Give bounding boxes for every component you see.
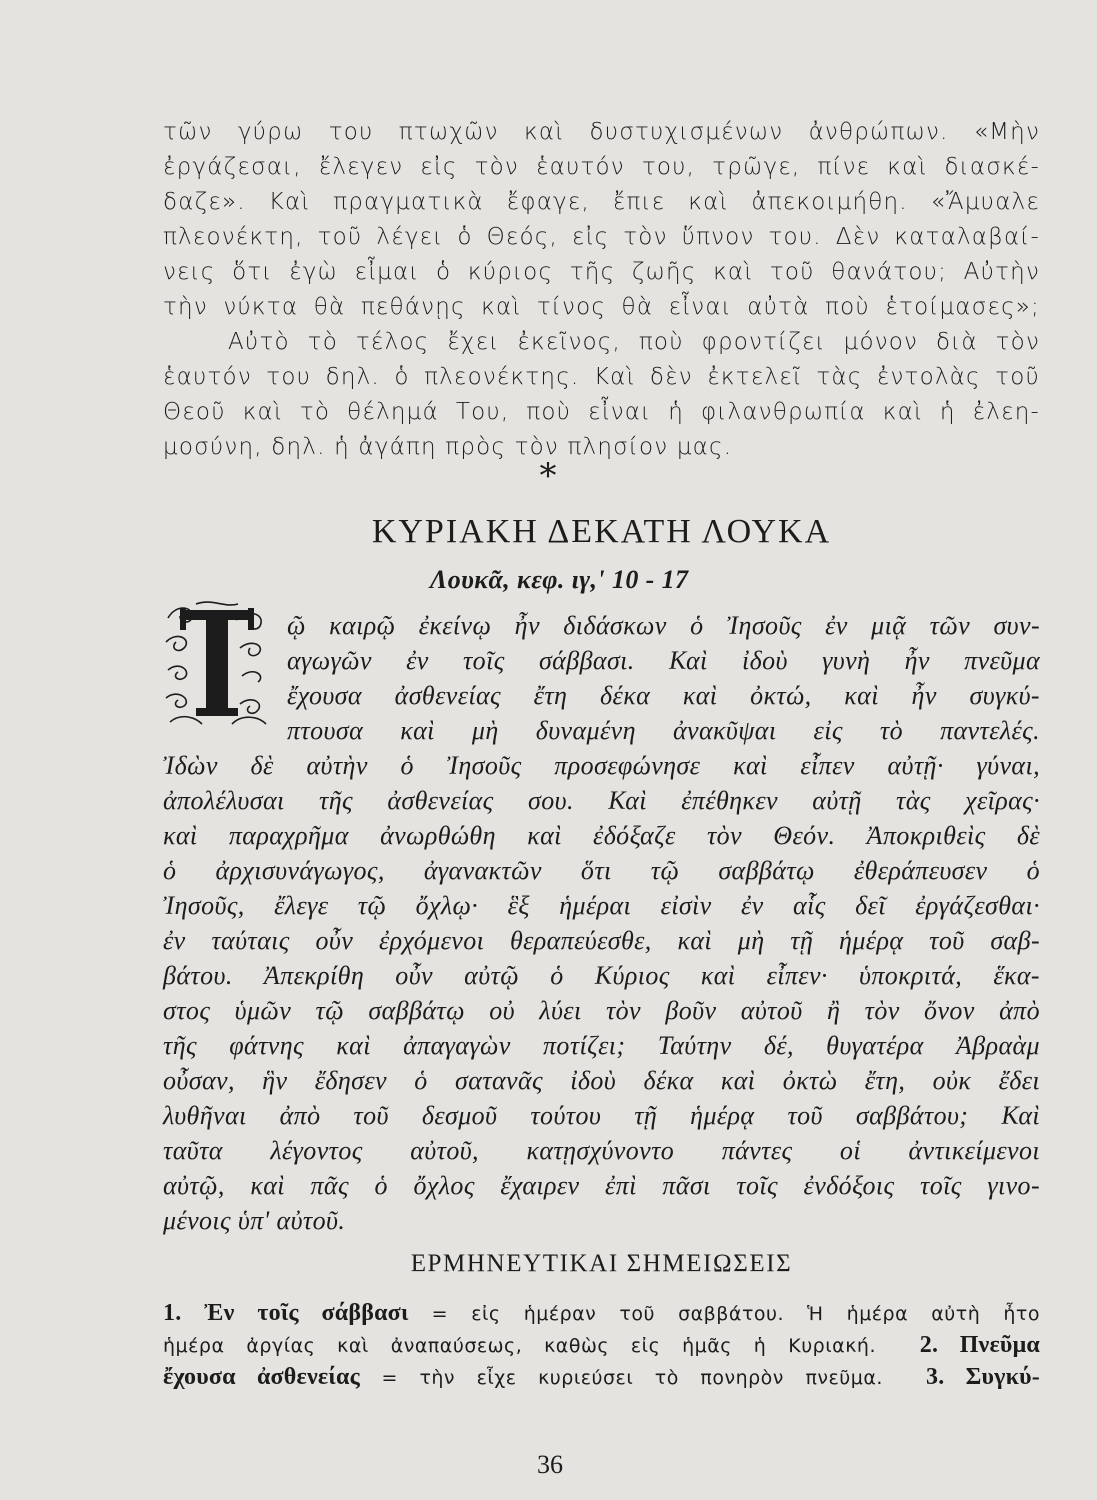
note-term: ἔχουσα ἀσθενείας (163, 1364, 360, 1390)
text-line: ἑαυτόν του δηλ. ὁ πλεονέκτης. Καὶ δὲν ἐκτελεῖ τὰς ἐντολὰς τοῦ (163, 364, 1040, 390)
gospel-line: καὶ παραχρῆμα ἀνωρθώθη καὶ ἐδόξαζε τὸν Θεόν. Ἀποκριθεὶς δὲ (163, 821, 1040, 850)
gospel-line: ῷ καιρῷ ἐκείνῳ ἦν διδάσκων ὁ Ἰησοῦς ἐν μιᾷ τῶν συν- (287, 611, 1040, 640)
note-line (163, 1363, 1040, 1392)
text-line: νεις ὅτι ἐγὼ εἶμαι ὁ κύριος τῆς ζωῆς καὶ τοῦ θανάτου; Αὐτὴν (163, 259, 1040, 285)
note-term: 3. Συγκύ- (926, 1364, 1040, 1390)
text-line: δαζε». Καὶ πραγματικὰ ἔφαγε, ἔπιε καὶ ἀπεκοιμήθη. «Ἄμυαλε (163, 189, 1040, 215)
gospel-line: αὐτῷ, καὶ πᾶς ὁ ὄχλος ἔχαιρεν ἐπὶ πᾶσι τοῖς ἐνδόξοις τοῖς γινο- (163, 1171, 1040, 1200)
gospel-line: οὖσαν, ἣν ἔδησεν ὁ σατανᾶς ἰδοὺ δέκα καὶ ὀκτὼ ἔτη, οὐκ ἔδει (163, 1066, 1040, 1095)
gospel-line: Ἰησοῦς, ἔλεγε τῷ ὄχλῳ· ἓξ ἡμέραι εἰσὶν ἐν αἷς δεῖ ἐργάζεσθαι· (163, 891, 1040, 920)
scripture-reference: Λουκᾶ, κεφ. ιγ,' 10 - 17 (430, 565, 689, 594)
note-text: = εἰς ἡμέραν τοῦ σαββάτου. Ἡ ἡμέρα αὐτὴ ἦτο (408, 1303, 1040, 1325)
section-title: ΚΥΡΙΑΚΗ ΔΕΚΑΤΗ ΛΟΥΚΑ (371, 513, 832, 550)
gospel-line: αγωγῶν ἐν τοῖς σάββασι. Καὶ ἰδοὺ γυνὴ ἦν πνεῦμα (287, 646, 1040, 675)
asterism-ornament: * (539, 456, 557, 496)
page-number: 36 (537, 1450, 563, 1479)
note-text: = τὴν εἶχε κυριεύσει τὸ πονηρὸν πνεῦμα. (359, 1367, 883, 1389)
text-line: τὴν νύκτα θὰ πεθάνῃς καὶ τίνος θὰ εἶναι αὐτὰ ποὺ ἑτοίμασες»; (163, 294, 1040, 320)
note-line (163, 1331, 1040, 1360)
note-term: 1. Ἐν τοῖς σάββασι (163, 1300, 409, 1326)
text-line: πλεονέκτη, τοῦ λέγει ὁ Θεός, εἰς τὸν ὕπνον του. Δὲν καταλαβαί- (163, 224, 1040, 250)
gospel-line: μένοις ὑπ' αὐτοῦ. (163, 1206, 346, 1235)
gospel-line: λυθῆναι ἀπὸ τοῦ δεσμοῦ τούτου τῇ ἡμέρᾳ τοῦ σαββάτου; Καὶ (163, 1101, 1040, 1130)
gospel-line: ἀπολέλυσαι τῆς ἀσθενείας σου. Καὶ ἐπέθηκεν αὐτῇ τὰς χεῖρας· (163, 786, 1040, 815)
notes-heading: ΕΡΜΗΝΕΥΤΙΚΑΙ ΣΗΜΕΙΩΣΕΙΣ (410, 1250, 793, 1277)
gospel-line: στος ὑμῶν τῷ σαββάτῳ οὐ λύει τὸν βοῦν αὐτοῦ ἢ τὸν ὄνον ἀπὸ (163, 996, 1040, 1025)
gospel-line: ἔχουσα ἀσθενείας ἔτη δέκα καὶ ὀκτώ, καὶ ἦν συγκύ- (287, 681, 1040, 710)
text-line: Αὐτὸ τὸ τέλος ἔχει ἐκεῖνος, ποὺ φροντίζει μόνον διὰ τὸν (228, 329, 1040, 355)
gospel-line: τῆς φάτνης καὶ ἀπαγαγὼν ποτίζει; Ταύτην δέ, θυγατέρα Ἀβραὰμ (163, 1031, 1040, 1060)
note-text: ἡμέρα ἀργίας καὶ ἀναπαύσεως, καθὼς εἰς ἡμᾶς ἡ Κυριακή. (163, 1335, 876, 1357)
gospel-line: πτουσα καὶ μὴ δυναμένη ἀνακῦψαι εἰς τὸ παντελές. (287, 716, 1040, 745)
text-line: μοσύνη, δηλ. ἡ ἀγάπη πρὸς τὸν πλησίον μας. (163, 434, 733, 460)
text-line: Θεοῦ καὶ τὸ θέλημά Του, ποὺ εἶναι ἡ φιλανθρωπία καὶ ἡ ἐλεη- (163, 399, 1040, 425)
text-line: ἐργάζεσαι, ἔλεγεν εἰς τὸν ἑαυτόν του, τρῶγε, πίνε καὶ διασκέ- (163, 154, 1040, 180)
gospel-line: ὁ ἀρχισυνάγωγος, ἀγανακτῶν ὅτι τῷ σαββάτῳ ἐθεράπευσεν ὁ (163, 856, 1040, 885)
gospel-line: ταῦτα λέγοντος αὐτοῦ, κατῃσχύνοντο πάντες οἱ ἀντικείμενοι (163, 1136, 1040, 1165)
drop-cap-t-ornament (162, 600, 270, 726)
note-term: 2. Πνεῦμα (919, 1332, 1040, 1358)
text-line: τῶν γύρω του πτωχῶν καὶ δυστυχισμένων ἀνθρώπων. «Μὴν (163, 119, 1040, 145)
gospel-line: βάτου. Ἀπεκρίθη οὖν αὐτῷ ὁ Κύριος καὶ εἶπεν· ὑποκριτά, ἕκα- (163, 961, 1040, 990)
gospel-line: Ἰδὼν δὲ αὐτὴν ὁ Ἰησοῦς προσεφώνησε καὶ εἶπεν αὐτῇ· γύναι, (163, 751, 1040, 780)
gospel-line: ἐν ταύταις οὖν ἐρχόμενοι θεραπεύεσθε, καὶ μὴ τῇ ἡμέρᾳ τοῦ σαβ- (163, 926, 1040, 955)
note-line (163, 1299, 1040, 1328)
